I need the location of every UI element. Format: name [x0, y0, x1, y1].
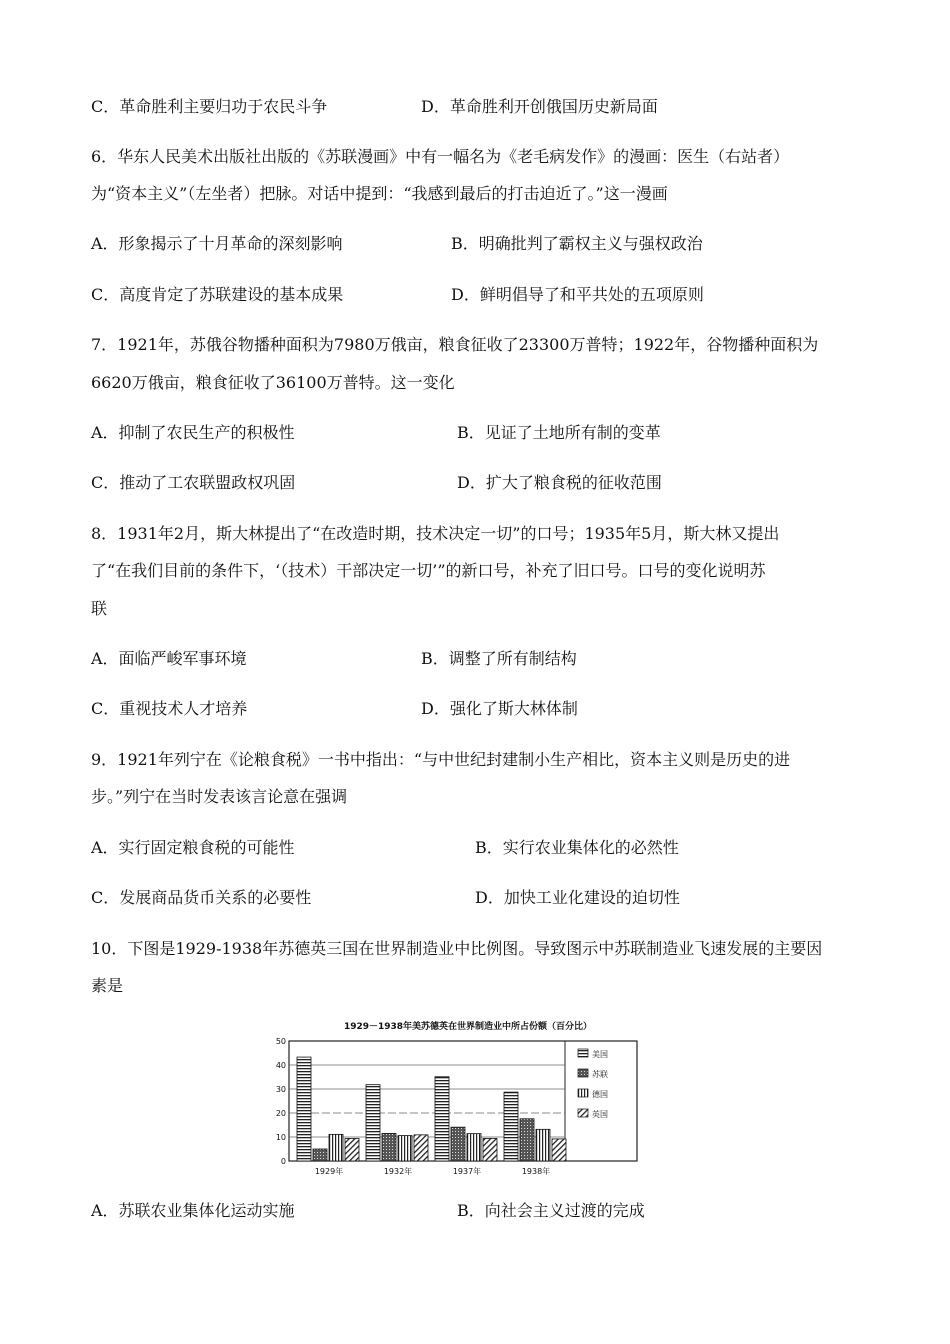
bar-苏联-1929年	[313, 1149, 327, 1161]
x-tick-label: 1932年	[383, 1167, 413, 1176]
x-tick-label: 1937年	[452, 1167, 482, 1176]
bar-德国-1932年	[398, 1136, 412, 1161]
bar-苏联-1932年	[382, 1133, 396, 1161]
legend-label: 美国	[592, 1050, 608, 1059]
q9-option-a: A．实行固定粮食税的可能性	[91, 838, 295, 857]
bar-德国-1937年	[467, 1134, 481, 1161]
q8-stem-line-2: 了“在我们目前的条件下，‘（技术）干部决定一切’”的新口号，补充了旧口号。口号的变化说明苏	[91, 561, 766, 580]
q5-option-d: D．革命胜利开创俄国历史新局面	[421, 97, 658, 116]
legend-swatch-英国	[578, 1109, 588, 1117]
bar-英国-1932年	[414, 1135, 428, 1161]
q7-option-c: C．推动了工农联盟政权巩固	[91, 473, 296, 492]
legend-label: 苏联	[592, 1070, 608, 1079]
legend-swatch-德国	[578, 1089, 588, 1097]
q9-option-d: D．加快工业化建设的迫切性	[475, 888, 680, 907]
legend-label: 德国	[592, 1090, 608, 1099]
y-tick-label: 0	[280, 1157, 286, 1166]
q5-option-c: C．革命胜利主要归功于农民斗争	[91, 97, 328, 116]
q10-stem-line-1: 10．下图是1929-1938年苏德英三国在世界制造业中比例图。导致图示中苏联制造业飞速发展的主要因	[91, 939, 823, 958]
bar-英国-1929年	[345, 1138, 359, 1161]
q8-stem-line-3: 联	[91, 599, 108, 618]
y-tick-label: 30	[275, 1085, 286, 1094]
q7-stem-line-1: 7．1921年，苏俄谷物播种面积为7980万俄亩，粮食征收了23300万普特；1922年，谷物播种面积为	[91, 335, 819, 354]
q6-option-b: B．明确批判了霸权主义与强权政治	[451, 234, 703, 253]
y-tick-label: 10	[275, 1133, 286, 1142]
q8-option-b: B．调整了所有制结构	[421, 649, 577, 668]
q8-option-c: C．重视技术人才培养	[91, 699, 248, 718]
q8-option-a: A．面临严峻军事环境	[91, 649, 247, 668]
legend-swatch-美国	[578, 1049, 588, 1057]
x-tick-label: 1938年	[521, 1167, 551, 1176]
q9-option-b: B．实行农业集体化的必然性	[475, 838, 679, 857]
bar-美国-1937年	[435, 1077, 449, 1161]
legend-label: 英国	[592, 1110, 608, 1119]
bar-英国-1937年	[483, 1138, 497, 1161]
q8-option-d: D．强化了斯大林体制	[421, 699, 578, 718]
chart-title: 1929－1938年美苏德英在世界制造业中所占份额（百分比）	[343, 1022, 593, 1032]
q6-stem-line-1: 6．华东人民美术出版社出版的《苏联漫画》中有一幅名为《老毛病发作》的漫画：医生（右站者）	[91, 147, 790, 166]
q10-stem-line-2: 素是	[91, 976, 124, 995]
q9-stem-line-1: 9．1921年列宁在《论粮食税》一书中指出：“与中世纪封建制小生产相比，资本主义则是历史的进	[91, 750, 791, 769]
bar-美国-1938年	[504, 1092, 518, 1161]
q6-stem-line-2: 为“资本主义”（左坐者）把脉。对话中提到：“我感到最后的打击迫近了。”这一漫画	[91, 184, 668, 203]
manufacturing-share-chart	[272, 1017, 664, 1176]
q9-stem-line-2: 步。”列宁在当时发表该言论意在强调	[91, 787, 348, 806]
x-tick-label: 1929年	[314, 1167, 344, 1176]
y-tick-label: 40	[275, 1061, 286, 1070]
bar-英国-1938年	[552, 1139, 566, 1161]
y-tick-label: 50	[275, 1037, 286, 1046]
q6-option-c: C．高度肯定了苏联建设的基本成果	[91, 285, 344, 304]
legend-swatch-苏联	[578, 1069, 588, 1077]
q9-option-c: C．发展商品货币关系的必要性	[91, 888, 312, 907]
q10-option-a: A．苏联农业集体化运动实施	[91, 1201, 295, 1220]
bar-德国-1929年	[329, 1134, 343, 1161]
q6-option-a: A．形象揭示了十月革命的深刻影响	[91, 234, 343, 253]
bar-苏联-1938年	[520, 1119, 534, 1161]
q7-option-a: A．抑制了农民生产的积极性	[91, 423, 295, 442]
bar-德国-1938年	[536, 1129, 550, 1161]
q10-option-b: B．向社会主义过渡的完成	[457, 1201, 645, 1220]
q6-option-d: D．鲜明倡导了和平共处的五项原则	[451, 285, 704, 304]
bar-美国-1932年	[366, 1085, 380, 1161]
bar-美国-1929年	[297, 1057, 311, 1161]
q8-stem-line-1: 8．1931年2月，斯大林提出了“在改造时期，技术决定一切”的口号；1935年5月，斯大林又提出	[91, 524, 780, 543]
y-tick-label: 20	[275, 1109, 286, 1118]
q7-stem-line-2: 6620万俄亩，粮食征收了36100万普特。这一变化	[91, 373, 455, 392]
q7-option-d: D．扩大了粮食税的征收范围	[457, 473, 662, 492]
bar-苏联-1937年	[451, 1127, 465, 1161]
q7-option-b: B．见证了土地所有制的变革	[457, 423, 661, 442]
chart-svg	[272, 1017, 664, 1176]
